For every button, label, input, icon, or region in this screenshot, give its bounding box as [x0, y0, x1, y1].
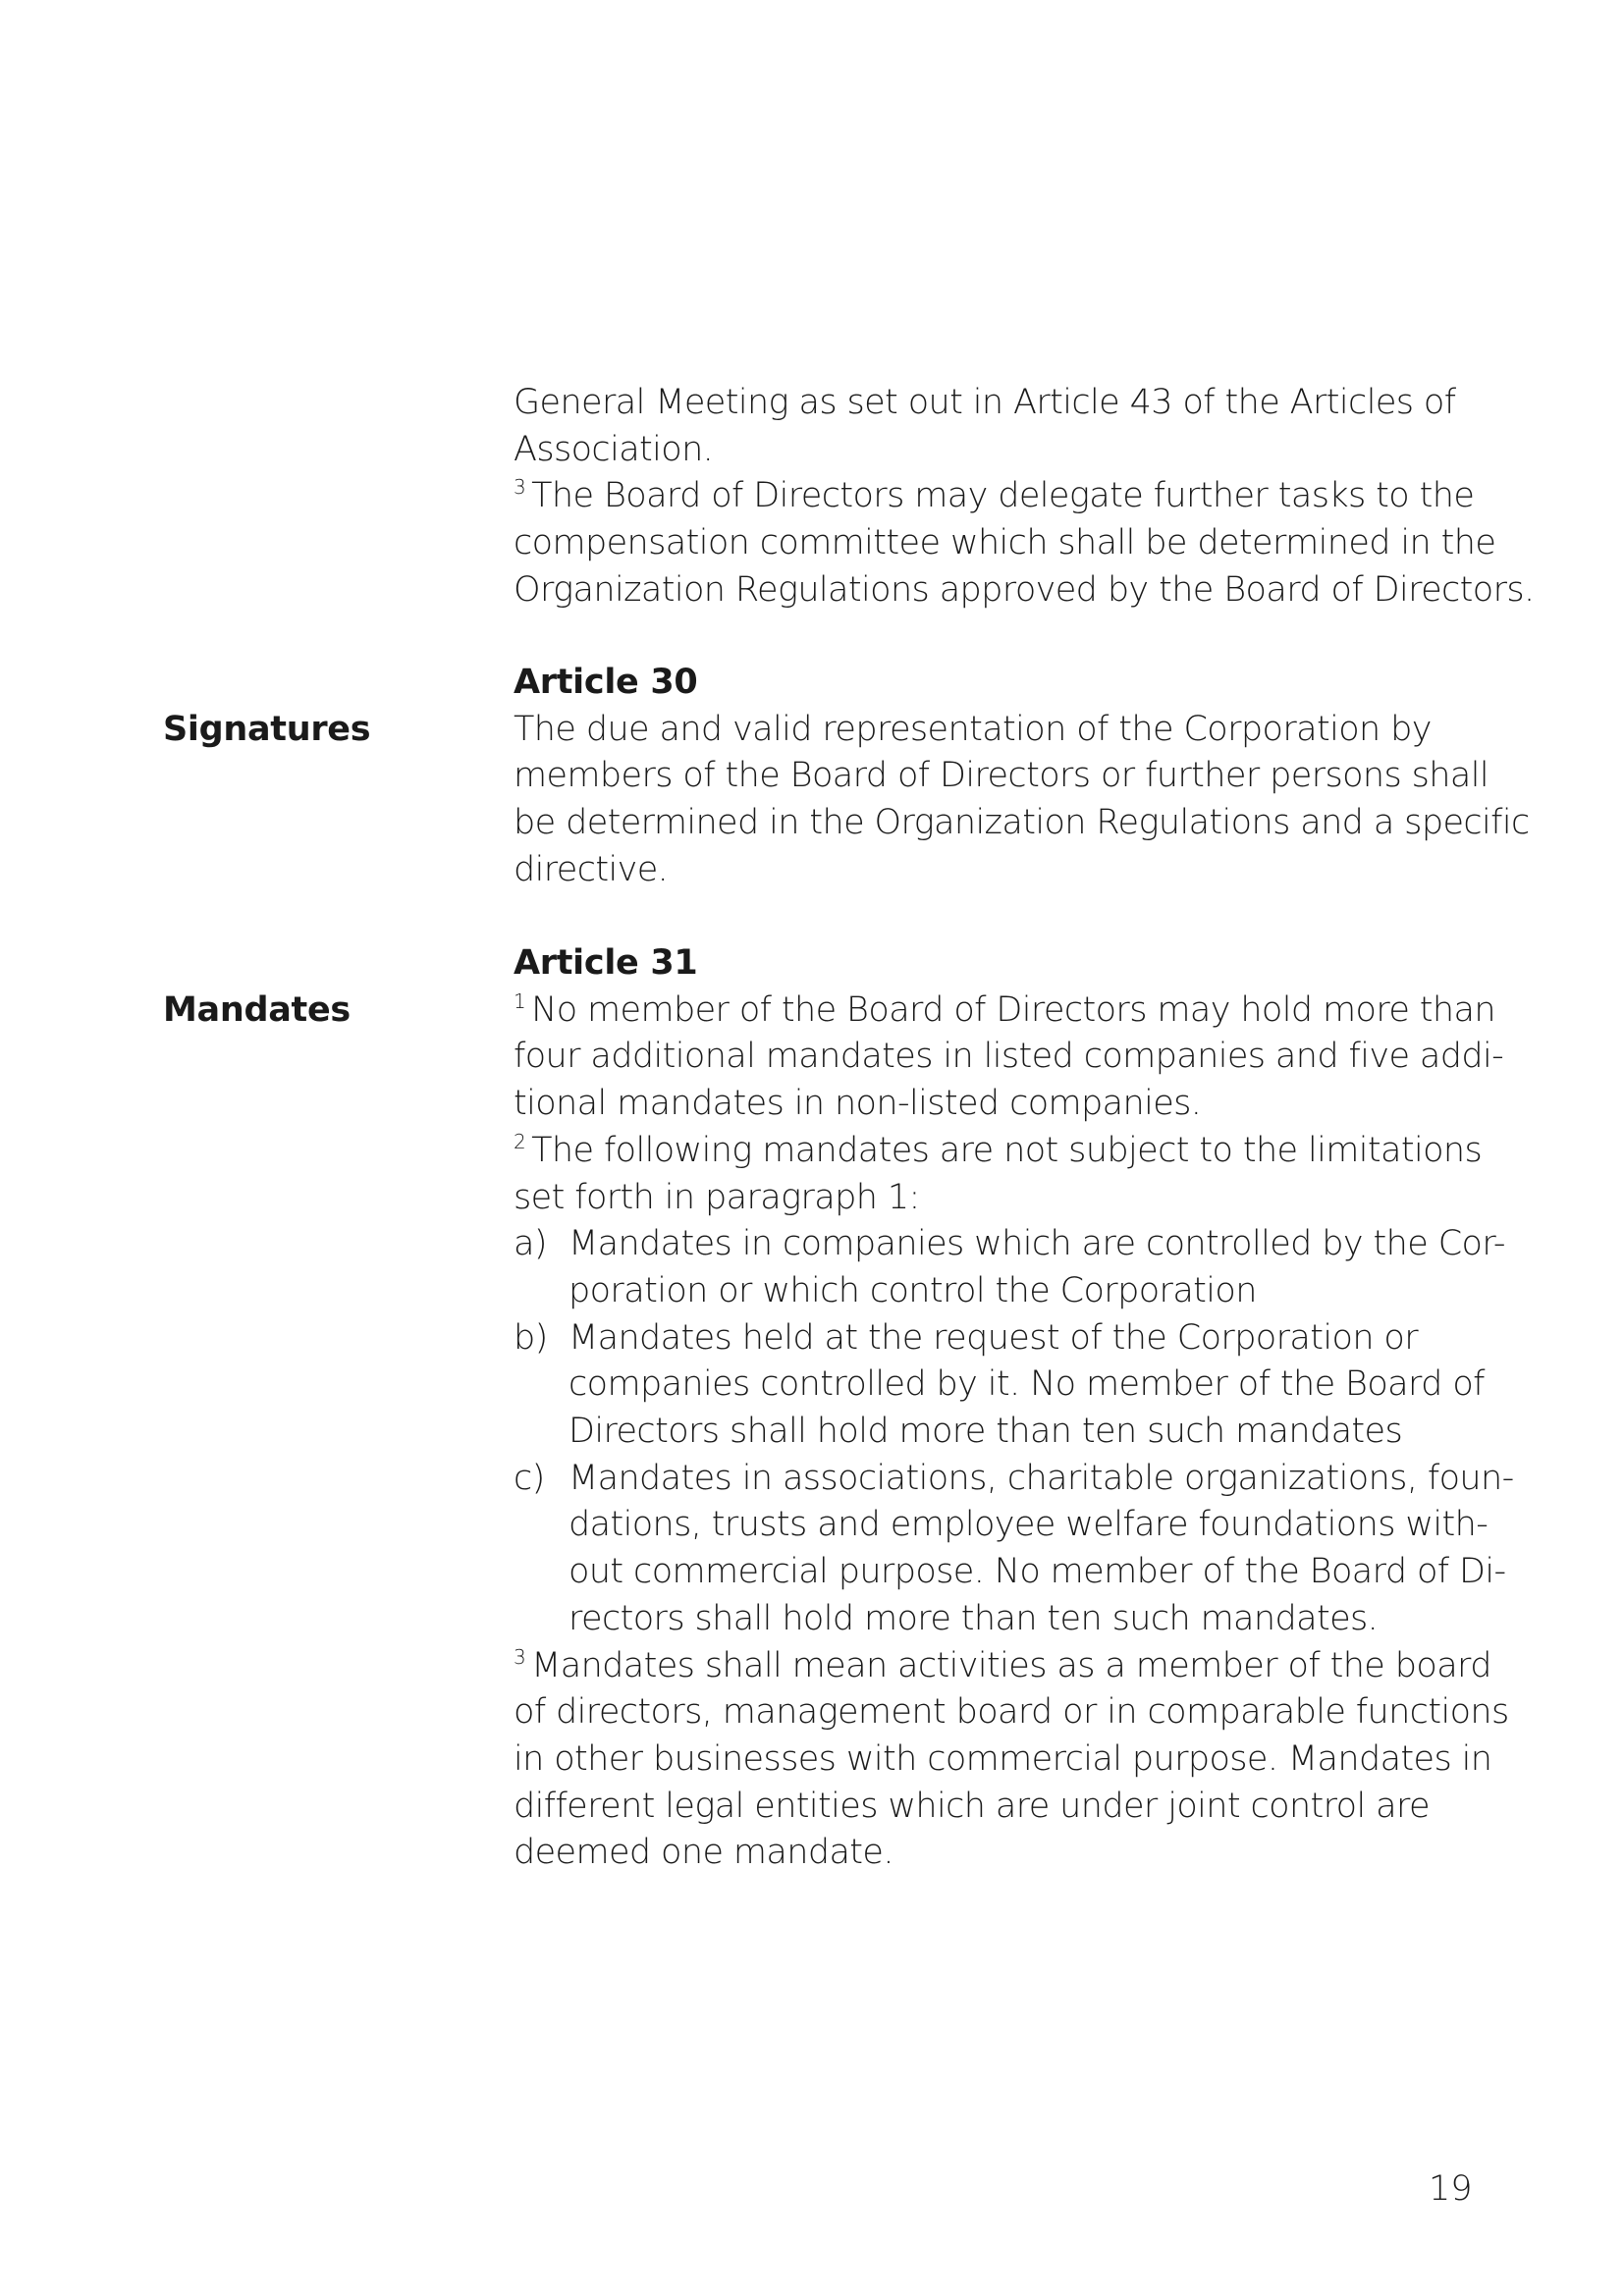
paragraph-number: 3	[514, 475, 526, 500]
list-item	[514, 1221, 1505, 1314]
article-heading: Article 30	[514, 663, 698, 702]
article-31	[514, 940, 1514, 1877]
paragraph-number: 1	[514, 988, 526, 1013]
text-line: set forth in paragraph 1:	[514, 1177, 920, 1217]
paragraph-number: 2	[514, 1129, 526, 1153]
list-marker: b)	[514, 1317, 548, 1358]
text-line: The due and valid representation of the Corporation by	[514, 709, 1432, 749]
text-line: No member of the Board of Directors may hold more than	[531, 989, 1495, 1030]
margin-label-mandates: Mandates	[163, 990, 351, 1030]
text-line: in other businesses with commercial purpose. Mandates in	[514, 1738, 1492, 1779]
margin-label-signatures: Signatures	[163, 710, 371, 749]
text-line: different legal entities which are under joint control are	[514, 1786, 1430, 1826]
text-line: deemed one mandate.	[514, 1833, 893, 1873]
text-line: Mandates in companies which are controlled by the Cor-	[568, 1224, 1505, 1264]
text-line: be determined in the Organization Regulations and a specific	[514, 803, 1530, 843]
article-heading: Article 31	[514, 943, 698, 983]
page-number: 19	[1429, 2169, 1473, 2209]
text-line: Association.	[514, 429, 714, 469]
text-line: rectors shall hold more than ten such mandates.	[568, 1598, 1379, 1638]
paragraph-3-first-line	[514, 473, 1476, 520]
paragraph-number: 3	[514, 1644, 526, 1669]
text-line: dations, trusts and employee welfare foundations with-	[568, 1505, 1489, 1545]
text-line: Directors shall hold more than ten such mandates	[568, 1412, 1403, 1452]
text-line: four additional mandates in listed companies and five addi-	[514, 1037, 1504, 1077]
text-line: directive.	[514, 849, 669, 889]
list-item	[514, 1315, 1485, 1456]
text-line: Mandates shall mean activities as a member of the board	[531, 1645, 1491, 1685]
text-line: Mandates in associations, charitable organizations, foun-	[568, 1458, 1514, 1498]
text-line: Organization Regulations approved by the Board of Directors.	[514, 569, 1535, 610]
text-line: poration or which control the Corporation	[568, 1270, 1257, 1310]
paragraph-1-first-line	[514, 988, 1495, 1035]
text-line: companies controlled by it. No member of the Board of	[568, 1364, 1485, 1405]
text-line: out commercial purpose. No member of the Board of Di-	[568, 1552, 1506, 1592]
article-30	[514, 660, 1530, 894]
text-line: compensation committee which shall be determined in the	[514, 523, 1496, 563]
text-line: tional mandates in non-listed companies.	[514, 1084, 1202, 1124]
text-line: of directors, management board or in comparable functions	[514, 1692, 1509, 1733]
paragraph-2-first-line	[514, 1128, 1483, 1175]
text-line: The Board of Directors may delegate further tasks to the	[531, 476, 1475, 516]
list-item	[514, 1456, 1514, 1643]
text-line: General Meeting as set out in Article 43 of the Articles of	[514, 383, 1456, 422]
list-marker: a)	[514, 1224, 547, 1264]
list-marker: c)	[514, 1458, 545, 1498]
text-line: The following mandates are not subject to the limitations	[531, 1130, 1483, 1170]
article-29-continuation	[514, 380, 1535, 614]
text-line: Mandates held at the request of the Corporation or	[568, 1317, 1419, 1358]
text-line: members of the Board of Directors or further persons shall	[514, 756, 1489, 796]
paragraph-3-first-line	[514, 1643, 1491, 1690]
